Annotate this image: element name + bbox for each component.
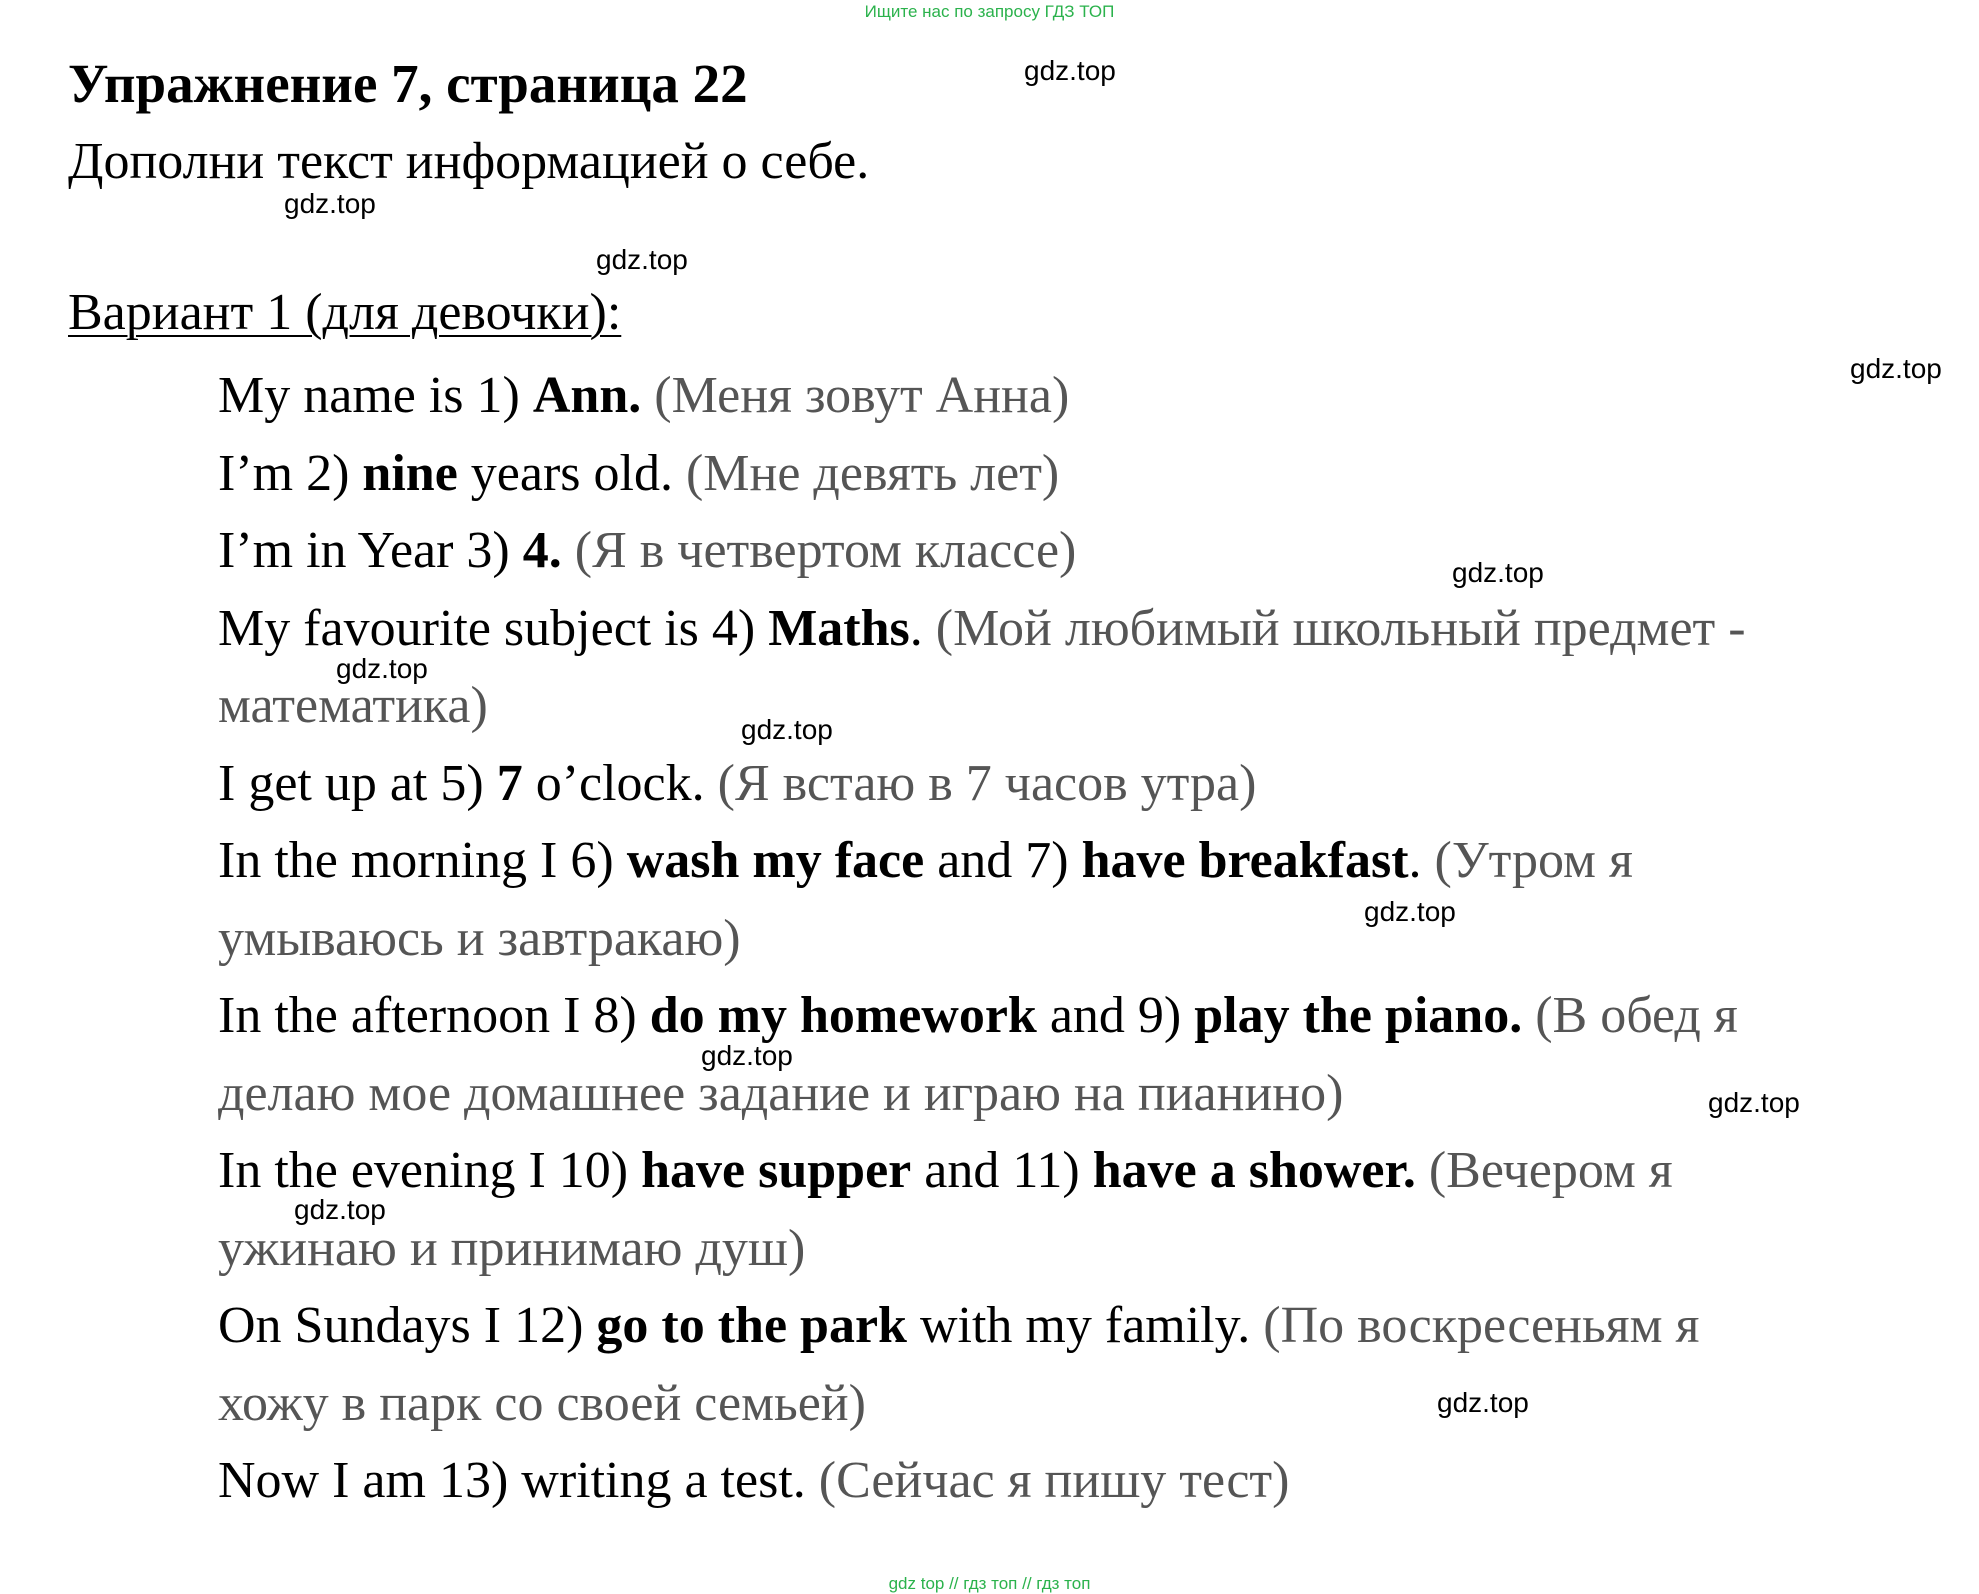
answer-line: I get up at 5) 7 o’clock. (Я встаю в 7 часов утра): [218, 754, 1257, 812]
page-title: Упражнение 7, страница 22: [68, 53, 748, 114]
header-search-link[interactable]: Ищите нас по запросу ГДЗ ТОП: [864, 2, 1115, 21]
answer-line-continuation: ужинаю и принимаю душ): [218, 1219, 806, 1277]
watermark: gdz.top: [1024, 55, 1116, 86]
instruction-text: Дополни текст информацией о себе.: [68, 133, 870, 190]
answer-line: On Sundays I 12) go to the park with my family. (По воскресеньям я: [218, 1297, 1700, 1354]
watermark: gdz.top: [741, 714, 833, 745]
watermark: gdz.top: [596, 244, 688, 275]
variant-heading: Вариант 1 (для девочки):: [68, 284, 622, 341]
answer-line: I’m 2) nine years old. (Мне девять лет): [218, 444, 1060, 502]
footer-links[interactable]: gdz top // гдз топ // гдз топ: [888, 1574, 1091, 1593]
answer-line: My favourite subject is 4) Maths. (Мой любимый школьный предмет -: [218, 599, 1746, 657]
answer-line: In the evening I 10) have supper and 11) have a shower. (Вечером я: [218, 1142, 1673, 1199]
answer-line: Now I am 13) writing a test. (Сейчас я пишу тест): [218, 1452, 1290, 1509]
watermark: gdz.top: [284, 188, 376, 219]
watermark: gdz.top: [1850, 353, 1942, 384]
answer-line: I’m in Year 3) 4. (Я в четвертом классе): [218, 522, 1077, 579]
watermark: gdz.top: [1708, 1087, 1800, 1118]
watermark: gdz.top: [1437, 1387, 1529, 1418]
answer-text-block: [218, 357, 1958, 1520]
watermark: gdz.top: [1452, 557, 1544, 588]
answer-line-continuation: математика): [218, 677, 488, 734]
answer-line: My name is 1) Ann. (Меня зовут Анна): [218, 367, 1070, 424]
watermark: gdz.top: [701, 1040, 793, 1071]
watermark: gdz.top: [1364, 896, 1456, 927]
answer-line-continuation: умываюсь и завтракаю): [218, 909, 741, 967]
answer-line: In the afternoon I 8) do my homework and 9) play the piano. (В обед я: [218, 987, 1738, 1044]
answer-line-continuation: хожу в парк со своей семьей): [218, 1374, 866, 1432]
watermark: gdz.top: [336, 653, 428, 684]
watermark: gdz.top: [294, 1194, 386, 1225]
answer-line: In the morning I 6) wash my face and 7) have breakfast. (Утром я: [218, 832, 1633, 889]
answer-line-continuation: делаю мое домашнее задание и играю на пианино): [218, 1064, 1344, 1122]
